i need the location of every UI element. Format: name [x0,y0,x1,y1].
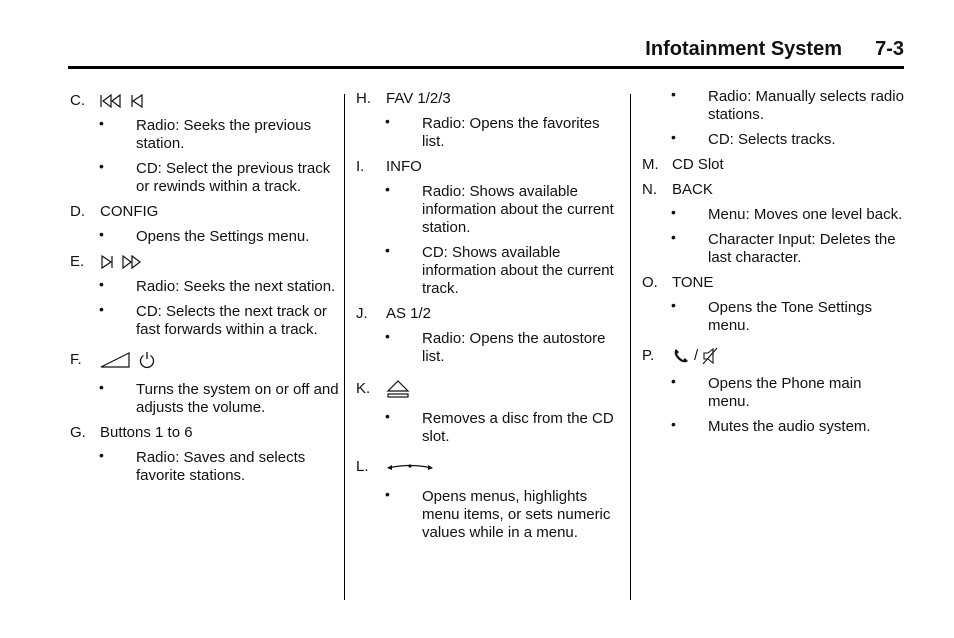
item-j: J. AS 1/2 [356,305,432,322]
bullet-item: • CD: Selects the next track or fast forwards within a track. [99,301,327,338]
seek-forward-single-icon [100,255,114,269]
bullet-item: • Opens menus, highlights menu items, or sets numeric values while in a menu. [385,486,611,542]
bullet-item: • Menu: Moves one level back. [671,204,903,223]
item-e: E. [70,253,340,271]
page-header [68,38,904,69]
bullet-item: • Opens the Phone main menu. [671,373,862,411]
phone-icon [672,347,690,365]
column-2 [356,88,626,542]
bullet-item: • Radio: Shows available information about the current station. [385,181,614,236]
item-f: F. [70,351,340,369]
item-c: C. [70,92,340,110]
bullet-item: • CD: Selects tracks. [671,129,836,148]
bullet-item: • Radio: Opens the favorites list. [385,113,600,150]
section-title: Infotainment System [645,38,842,60]
item-i: I. INFO [356,158,422,175]
bullet-item: • Radio: Saves and selects favorite stations. [99,447,306,485]
bullet-item: • Opens the Tone Settings menu. [671,297,873,334]
seek-back-single-icon [130,94,144,108]
volume-ramp-icon [100,352,130,368]
bullet-item: • Character Input: Deletes the last character. [671,229,896,266]
seek-back-double-icon [100,94,122,108]
item-l: L. [356,458,626,476]
bullet-item: • Radio: Seeks the previous station. [99,115,312,152]
mute-icon [702,347,718,365]
bullet-item: • Mutes the audio system. [671,416,871,436]
bullet-item: • Radio: Opens the autostore list. [385,328,606,365]
column-3 [642,88,904,436]
item-g: G. Buttons 1 to 6 [70,424,193,442]
eject-icon [386,380,410,398]
column-divider [630,94,631,600]
power-icon [138,351,156,369]
bullet-item: • Removes a disc from the CD slot. [385,408,614,446]
bullet-item: • Radio: Manually selects radio stations. [671,86,904,123]
bullet-item: • Turns the system on or off and adjusts the volume. [99,379,339,417]
bullet-item: • CD: Shows available information about the current track. [385,242,614,297]
bullet-item: • Radio: Seeks the next station. [99,276,336,295]
item-d: D. CONFIG [70,203,159,220]
column-1 [70,88,340,485]
item-h: H. FAV 1/2/3 [356,90,451,107]
rotary-knob-icon [386,461,434,473]
column-divider [344,94,345,600]
bullet-item: • CD: Select the previous track or rewinds within a track. [99,158,331,195]
item-m: M. CD Slot [642,156,724,173]
item-n: N. BACK [642,181,713,198]
page-number: 7-3 [875,38,904,60]
item-k: K. [356,380,626,398]
item-o: O. TONE [642,274,714,291]
bullet-item: • Opens the Settings menu. [99,226,310,245]
seek-forward-double-icon [122,255,144,269]
item-p: P. / [642,347,904,365]
